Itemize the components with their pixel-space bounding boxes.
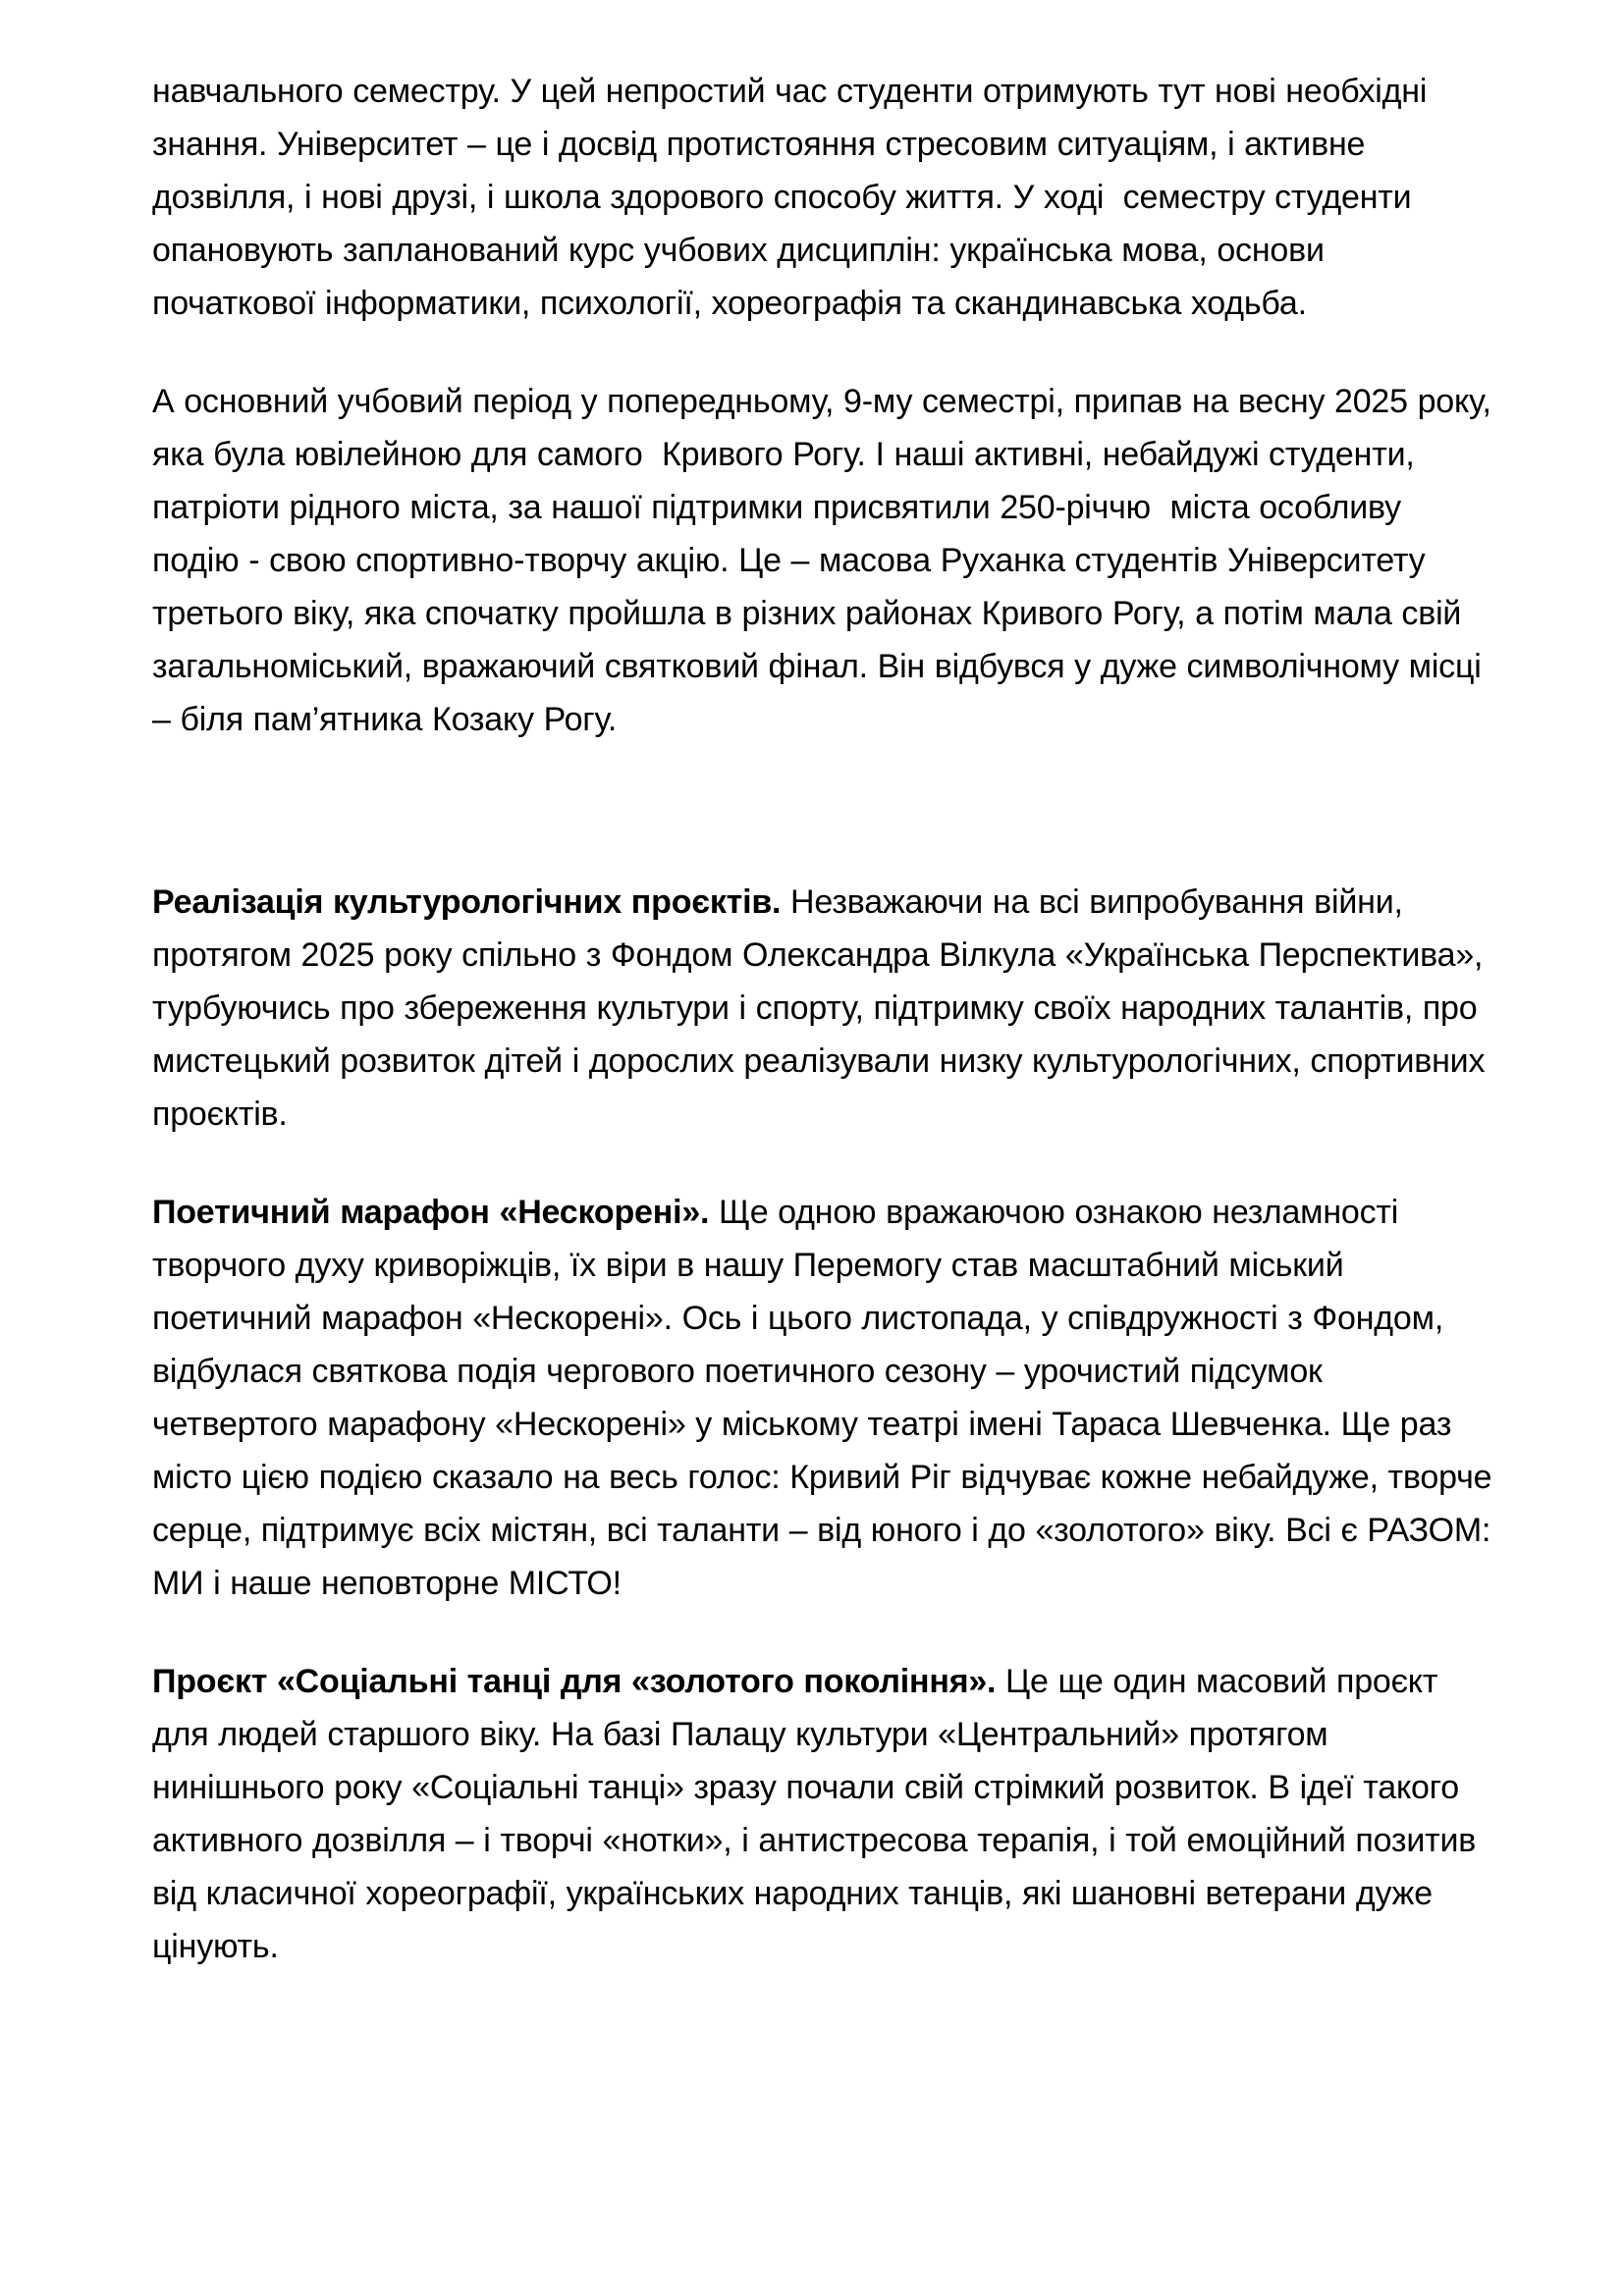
paragraph-text: А основний учбовий період у попередньому, 9-му семестрі, припав на весну 2025 року, яка була ювілейною для самого Кривого Рогу. І наші активні, небайдужі студенти, патріоти рідного міста, за нашої підтримки присвятили 250-річчю міста особливу подію - свою спортивно-творчу акцію. Це – масова Руханка студентів Університету третього віку, яка спочатку пройшла в різних районах Кривого Рогу, а потім мала свій загальноміський, вражаючий святковий фінал. Він відбувся у дуже символічному місці – біля пам’ятника Козаку Рогу. bbox=[152, 383, 1501, 738]
paragraph-study-semester bbox=[152, 65, 1495, 330]
paragraph-text: Ще одною вражаючою ознакою незламності творчого духу криворіжців, їх віри в нашу Перемогу став масштабний міський поетичний марафон «Нескорені». Ось і цього листопада, у співдружності з Фондом, відбулася святкова подія чергового поетичного сезону – урочистий підсумок четвертого марафону «Нескорені» у міському театрі імені Тараса Шевченка. Ще раз місто цією подією сказало на весь голос: Кривий Ріг відчуває кожне небайдуже, творче серце, підтримує всіх містян, всі таланти – від юного і до «золотого» віку. Всі є РАЗОМ: МИ і наше неповторне МІСТО! bbox=[152, 1194, 1502, 1602]
paragraph-cultural-projects bbox=[152, 876, 1495, 1141]
paragraph-lead-bold: Реалізація культурологічних проєктів. bbox=[152, 883, 782, 921]
paragraph-spring-semester bbox=[152, 375, 1501, 746]
paragraph-lead-bold: Проєкт «Соціальні танці для «золотого покоління». bbox=[152, 1663, 997, 1700]
paragraph-lead-bold: Поетичний марафон «Нескорені». bbox=[152, 1194, 710, 1231]
paragraph-text: навчального семестру. У цей непростий час студенти отримують тут нові необхідні знання. Університет – це і досвід протистояння стресовим ситуаціям, і активне дозвілля, і нові друзі, і школа здорового способу життя. У ході семестру студенти опановують запланований курс учбових дисциплін: українська мова, основи початкової інформатики, психології, хореографія та скандинавська ходьба. bbox=[152, 73, 1436, 322]
paragraph-text: Це ще один масовий проєкт для людей старшого віку. На базі Палацу культури «Центральний» протягом нинішнього року «Соціальні танці» зразу почали свій стрімкий розвиток. В ідеї такого активного дозвілля – і творчі «нотки», і антистресова терапія, і той емоційний позитив від класичної хореографії, українських народних танців, які шановні ветерани дуже цінують. bbox=[152, 1663, 1486, 1965]
paragraph-social-dances bbox=[152, 1655, 1495, 1973]
paragraph-poetry-marathon bbox=[152, 1186, 1502, 1610]
paragraph-text: Незважаючи на всі випробування війни, протягом 2025 року спільно з Фондом Олександра Вілкула «Українська Перспектива», турбуючись про збереження культури і спорту, підтримку своїх народних талантів, про мистецький розвиток дітей і дорослих реалізували низку культурологічних, спортивних проєктів. bbox=[152, 883, 1495, 1133]
document-text-block bbox=[152, 65, 1502, 1973]
